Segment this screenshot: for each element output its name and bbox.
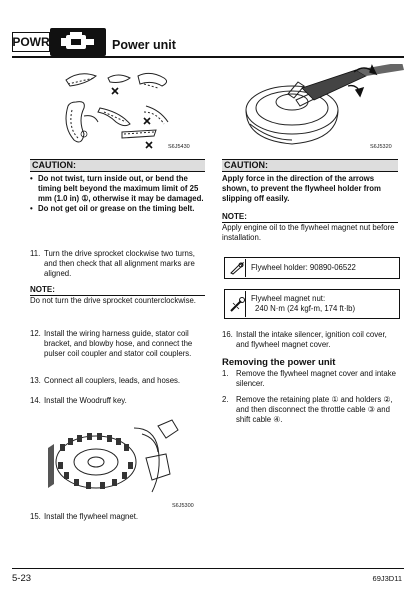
caution-item: • Do not twist, turn inside out, or bend the timing belt beyond the maximum limit of 25 mm (1.0 in) ①, otherwise it may be damaged.	[30, 174, 204, 203]
torque-line-2: 240 N·m (24 kgf-m, 174 ft·lb)	[255, 304, 356, 313]
document-code: 69J3D11	[372, 574, 402, 583]
right-caution	[222, 159, 398, 204]
footer-rule	[12, 568, 404, 569]
figure-code-1: S6J5430	[168, 144, 190, 150]
right-note	[222, 212, 398, 243]
section-heading: Removing the power unit	[222, 357, 336, 368]
section-tab: POWR	[12, 32, 50, 52]
flywheel-holder-tool-icon	[229, 261, 245, 280]
tool-text: Flywheel holder: 90890-06522	[251, 263, 356, 272]
header-rule	[12, 56, 404, 58]
note-text: Apply engine oil to the flywheel magnet nut before installation.	[222, 223, 395, 242]
step-14: 14. Install the Woodruff key.	[30, 396, 127, 405]
page-title: Power unit	[112, 38, 176, 52]
stator-figure	[46, 418, 182, 500]
flywheel-holder-figure	[236, 64, 404, 154]
caution-text: Apply force in the direction of the arrows shown, to prevent the flywheel holder from slipping off easily.	[222, 174, 381, 203]
left-note	[30, 285, 205, 306]
caution-heading: CAUTION:	[222, 159, 398, 172]
note-text: Do not turn the drive sprocket counterclockwise.	[30, 296, 196, 305]
caution-heading: CAUTION:	[30, 159, 205, 172]
removal-step-1: 1. Remove the flywheel magnet cover and intake silencer.	[222, 369, 396, 388]
torque-spec-box	[224, 289, 400, 319]
timing-belt-figure	[60, 68, 180, 156]
step-16: 16. Install the intake silencer, ignition coil cover, and flywheel magnet cover.	[222, 330, 387, 349]
note-heading: NOTE:	[222, 212, 398, 223]
step-11: 11. Turn the drive sprocket clockwise two turns, and then check that all alignment marks are aligned.	[30, 249, 195, 278]
figure-code-3: S6J5300	[172, 503, 194, 509]
removal-step-2: 2. Remove the retaining plate ① and holders ②, and then disconnect the throttle cable ③ and shift cable ④.	[222, 395, 393, 424]
torque-wrench-icon	[229, 297, 245, 318]
torque-line-1: Flywheel magnet nut:	[251, 294, 326, 303]
special-tool-box	[224, 257, 400, 279]
left-caution	[30, 159, 205, 214]
page-number: 5-23	[12, 573, 32, 584]
engine-icon	[50, 28, 106, 56]
note-heading: NOTE:	[30, 285, 205, 296]
step-15: 15. Install the flywheel magnet.	[30, 512, 139, 521]
step-12: 12. Install the wiring harness guide, stator coil bracket, and blowby hose, and connect the pulser coil coupler and stator coil couplers.	[30, 329, 193, 358]
step-13: 13. Connect all couplers, leads, and hoses.	[30, 376, 181, 385]
figure-code-2: S6J5320	[370, 144, 392, 150]
caution-item: • Do not get oil or grease on the timing belt.	[30, 204, 195, 213]
